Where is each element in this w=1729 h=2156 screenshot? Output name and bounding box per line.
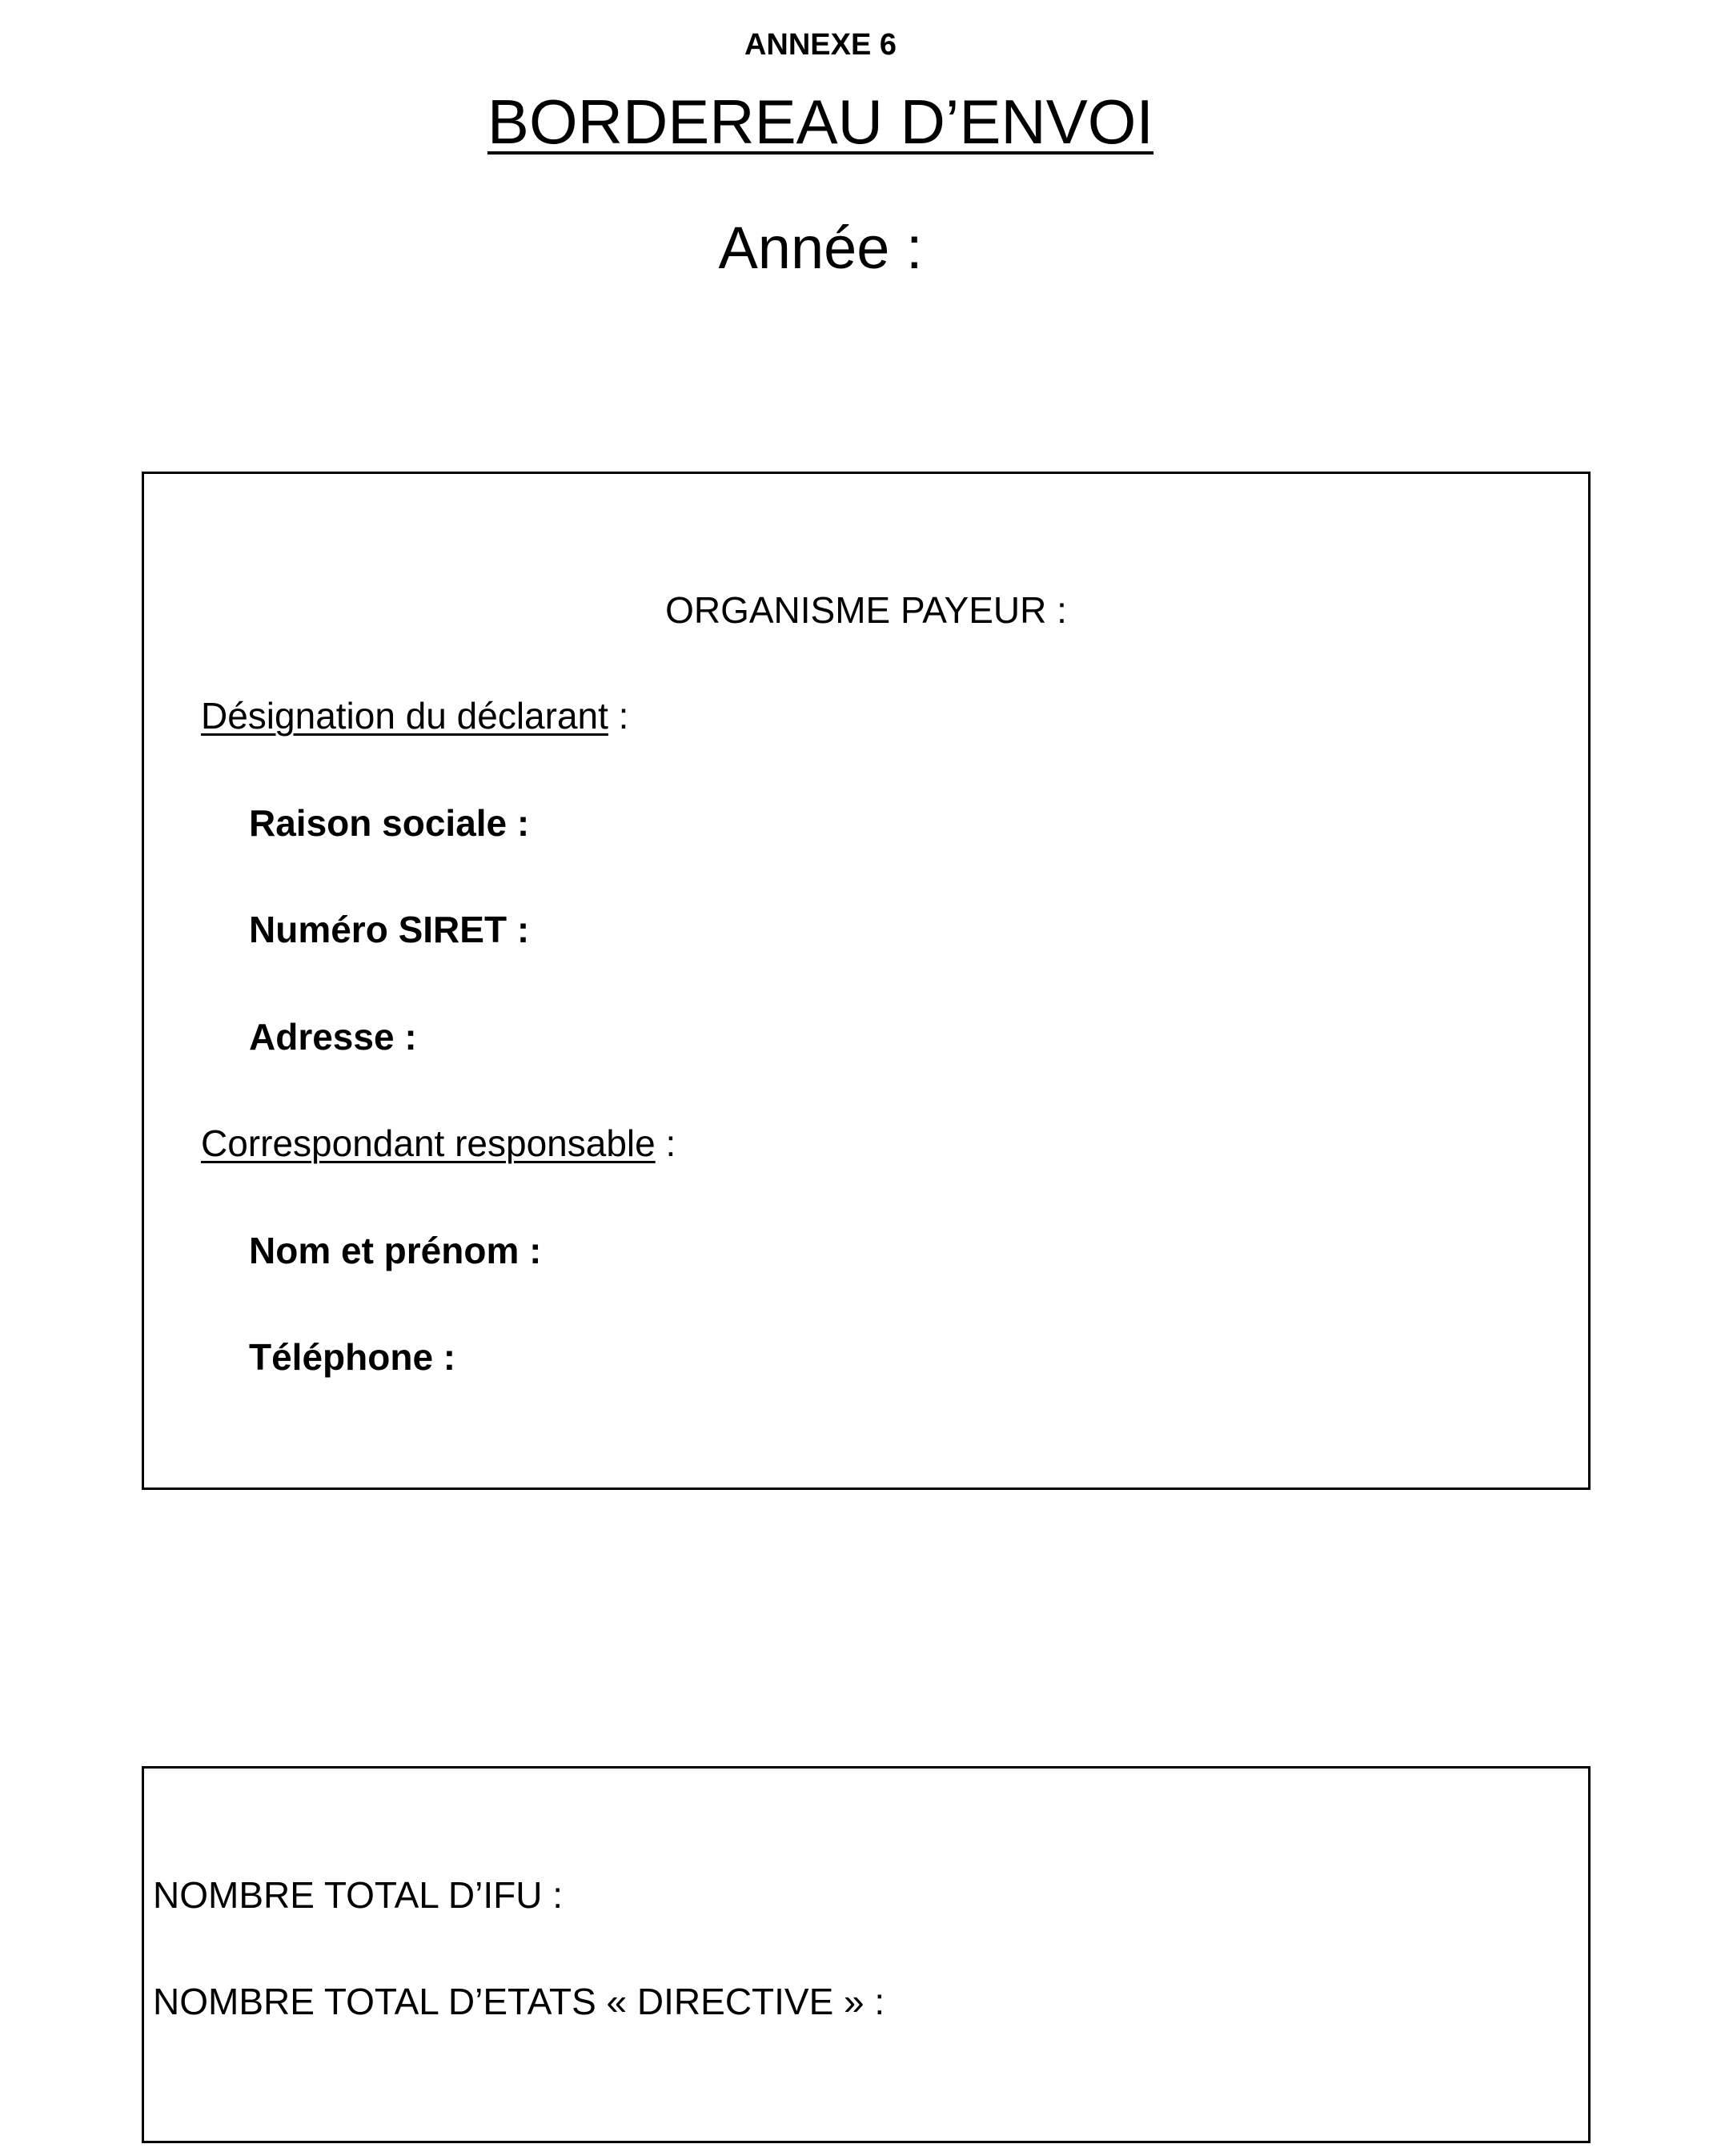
correspondant-responsable-colon: : — [655, 1122, 676, 1164]
totaux-box — [142, 1766, 1591, 2143]
title-text: BORDEREAU D’ENVOI — [487, 86, 1154, 157]
correspondant-responsable-row — [201, 1119, 676, 1167]
organisme-payeur-heading: ORGANISME PAYEUR : — [665, 589, 1067, 631]
nombre-total-etats-label: NOMBRE TOTAL D’ETATS « DIRECTIVE » : — [153, 1981, 885, 2022]
adresse-label: Adresse : — [249, 1016, 417, 1058]
designation-declarant-colon: : — [608, 695, 629, 737]
raison-sociale-label: Raison sociale : — [249, 802, 530, 844]
organisme-payeur-box — [142, 472, 1591, 1490]
telephone-label: Téléphone : — [249, 1336, 456, 1378]
designation-declarant-label: Désignation du déclarant — [201, 695, 608, 737]
nombre-total-ifu-label: NOMBRE TOTAL D’IFU : — [153, 1874, 564, 1916]
numero-siret-label: Numéro SIRET : — [249, 909, 530, 950]
page-title — [0, 78, 1641, 166]
designation-declarant-row — [201, 692, 628, 740]
correspondant-responsable-label: Correspondant responsable — [201, 1122, 656, 1164]
annee-label: Année : — [718, 215, 923, 281]
nom-prenom-label: Nom et prénom : — [249, 1230, 542, 1271]
annexe-label: ANNEXE 6 — [744, 28, 897, 62]
